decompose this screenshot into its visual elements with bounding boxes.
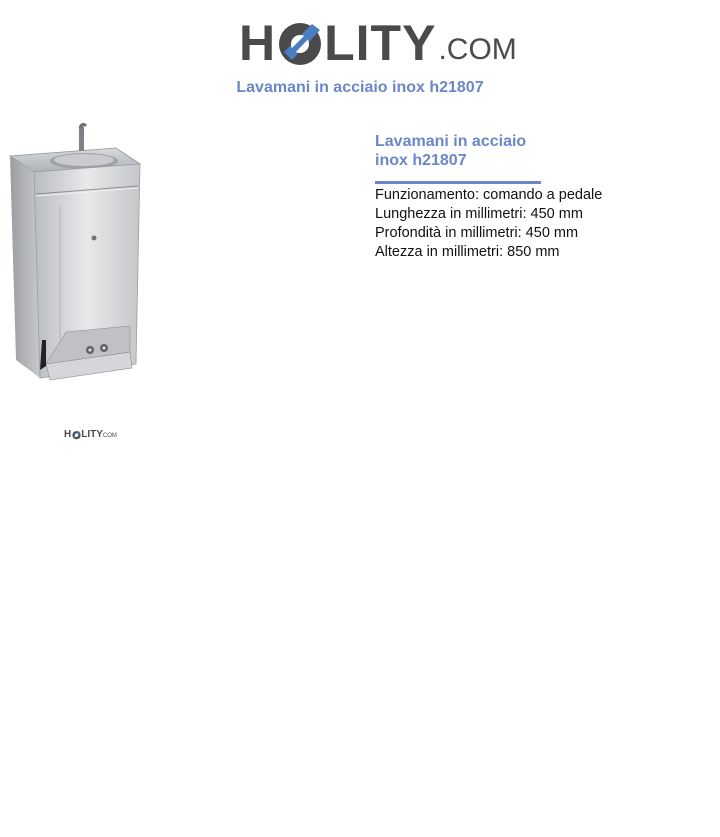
logo-letter-h: H — [239, 15, 277, 71]
heading-divider — [375, 181, 541, 184]
small-logo-letters-lity: LITY — [81, 429, 103, 440]
logo-suffix: .COM — [438, 33, 517, 66]
spec-item: Altezza in millimetri: 850 mm — [375, 244, 560, 260]
logo-letters-lity: LITY — [324, 15, 437, 71]
spec-item: Lunghezza in millimetri: 450 mm — [375, 206, 583, 222]
spec-item: Profondità in millimetri: 450 mm — [375, 225, 579, 241]
holity-logo[interactable] — [239, 12, 517, 71]
page-title: Lavamani in acciaio inox h21807 — [236, 79, 484, 96]
small-logo-letter-h: H — [64, 429, 72, 440]
small-logo-o-mark-icon — [72, 430, 81, 440]
hand-wash-basin-image — [6, 120, 146, 390]
product-specs-list — [375, 186, 602, 262]
product-heading-line1: Lavamani in acciaio — [375, 133, 527, 150]
product-heading-line2: inox h21807 — [375, 152, 467, 169]
small-holity-logo — [64, 430, 117, 440]
spec-item: Funzionamento: comando a pedale — [375, 187, 603, 203]
small-logo-suffix: COM — [102, 433, 117, 439]
logo-o-mark-icon — [277, 18, 323, 68]
product-heading — [375, 132, 575, 170]
